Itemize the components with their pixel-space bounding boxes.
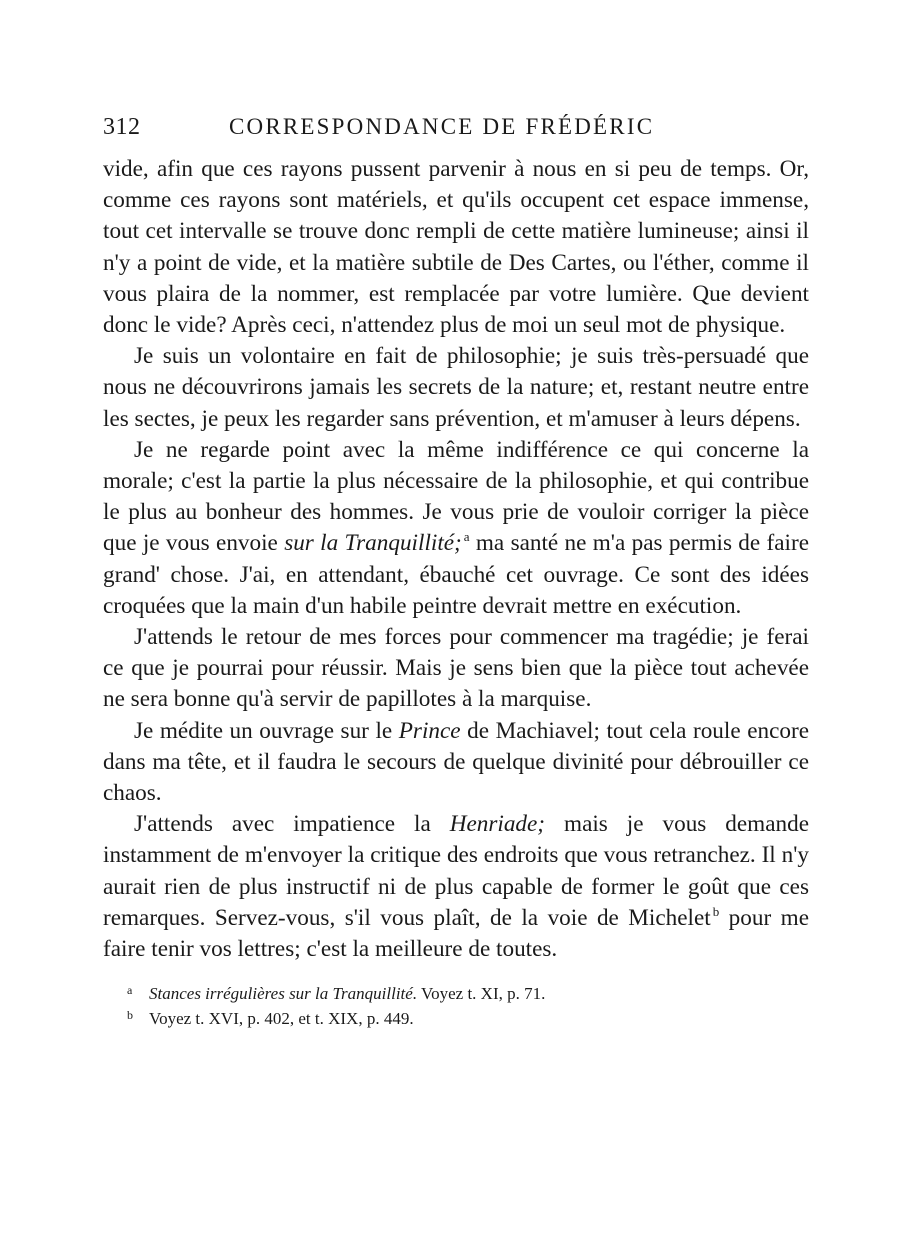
paragraph-3-italic-title: sur la Tranquillité; <box>284 530 462 557</box>
footnotes <box>103 981 809 1031</box>
paragraph-1-text: vide, afin que ces rayons pussent parvenir à nous en si peu de temps. Or, comme ces rayons sont matériels, et qu'ils occupent cet espace immense, tout cet intervalle se trouve donc rempli de cette matière lumineuse; ainsi il n'y a point de vide, et la matière subtile de Des Cartes, ou l'éther, comme il vous plaira de la nommer, est remplacée par votre lumière. Que devient donc le vide? Après ceci, n'attendez plus de moi un seul mot de physique. <box>103 156 809 339</box>
running-head <box>103 110 809 144</box>
footnote-ref-b: b <box>712 903 720 919</box>
footnote-a <box>103 981 809 1006</box>
footnote-b <box>103 1006 809 1031</box>
paragraph-5-text-start: Je médite un ouvrage sur le <box>134 717 399 744</box>
paragraph-5 <box>103 716 809 810</box>
paragraph-6-italic-title: Henriade; <box>449 811 546 838</box>
paragraph-6-text-end: pour me faire tenir vos lettres; c'est la meilleure de toutes. <box>103 904 809 963</box>
paragraph-6 <box>103 809 809 965</box>
footnote-b-mark: b <box>127 1008 133 1023</box>
paragraph-1 <box>103 154 809 341</box>
footnote-a-text: Voyez t. XI, p. 71. <box>417 984 546 1004</box>
paragraph-3-text-start: Je ne regarde point avec la même indifférence ce qui concerne la morale; c'est la partie la plus nécessaire de la philosophie, et qui contribue le plus au bonheur des hommes. Je vous prie de vouloir corriger la pièce que je vous envoie <box>103 436 809 557</box>
paragraph-4 <box>103 622 809 716</box>
footnote-a-italic: Stances irrégulières sur la Tranquillité. <box>149 984 418 1004</box>
paragraph-2-text: Je suis un volontaire en fait de philosophie; je suis très-persuadé que nous ne découvrirons jamais les secrets de la nature; et, restant neutre entre les sectes, je peux les regarder sans prévention, et m'amuser à leurs dépens. <box>103 343 809 432</box>
paragraph-3-text-end: ma santé ne m'a pas permis de faire grand' chose. J'ai, en attendant, ébauché cet ouvrage. Ce sont des idées croquées que la main d'un habile peintre devrait mettre en exécution. <box>103 530 810 619</box>
body-text <box>103 154 809 965</box>
footnote-b-text: Voyez t. XVI, p. 402, et t. XIX, p. 449. <box>149 1009 414 1029</box>
paragraph-3 <box>103 435 809 622</box>
paragraph-6-text-middle: mais je vous demande instamment de m'envoyer la critique des endroits que vous retranchez. Il n'y aurait rien de plus instructif ni de plus capable de former le goût que ces remarques. Servez-vous, s'il vous plaît, de la voie de Michelet <box>103 811 809 931</box>
footnote-ref-a: a <box>463 529 470 545</box>
page-number: 312 <box>103 114 141 140</box>
running-title: CORRESPONDANCE DE FRÉDÉRIC <box>229 114 655 139</box>
paragraph-5-text-end: de Machiavel; tout cela roule encore dans ma tête, et il faudra le secours de quelque divinité pour débrouiller ce chaos. <box>103 717 809 807</box>
paragraph-2 <box>103 341 809 435</box>
paragraph-6-text-start: J'attends avec impatience la <box>134 811 450 838</box>
book-page <box>103 110 809 1031</box>
paragraph-5-italic-title: Prince <box>398 717 461 744</box>
paragraph-4-text: J'attends le retour de mes forces pour commencer ma tragédie; je ferai ce que je pourrai pour réussir. Mais je sens bien que la pièce tout achevée ne sera bonne qu'à servir de papillotes à la marquise. <box>103 624 809 713</box>
footnote-a-mark: a <box>127 983 133 998</box>
